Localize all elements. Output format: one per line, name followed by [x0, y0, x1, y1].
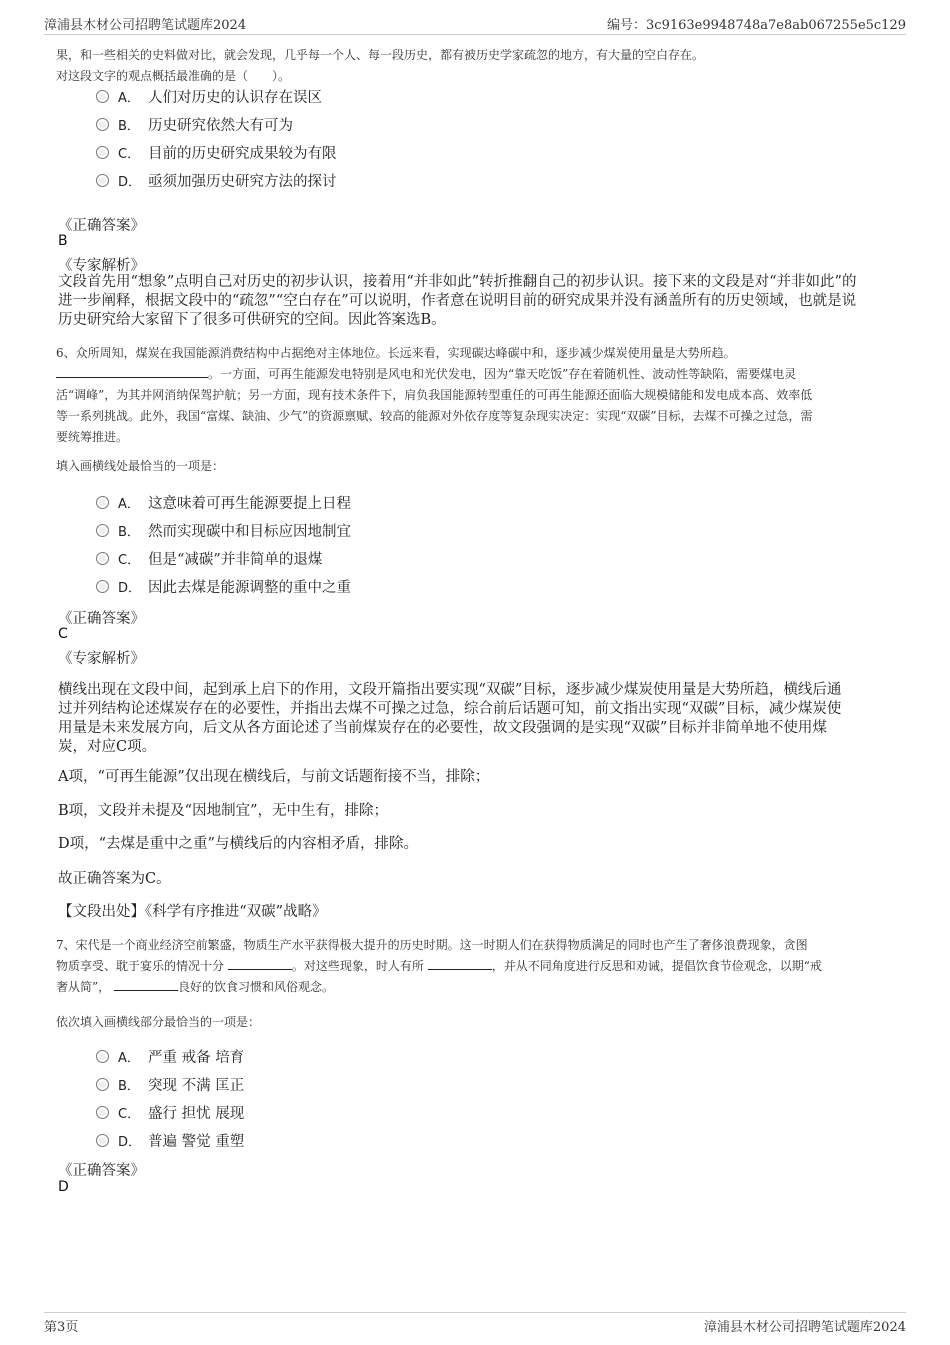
analysis-line: 过并列结构论述煤炭存在的必要性，并指出去煤不可操之过急，综合前后话题可知，前文指出实现“双碳”目标，减少煤炭使 [58, 701, 842, 717]
q7-option-a[interactable]: A． 严重 戒备 培育 [96, 1046, 244, 1068]
q6-option-b[interactable]: B． 然而实现碳中和目标应因地制宜 [96, 520, 351, 542]
analysis-line: 横线出现在文段中间，起到承上启下的作用，文段开篇指出要实现“双碳”目标，逐步减少煤炭使用量是大势所趋，横线后通 [58, 682, 842, 698]
analysis-line: 用量是未来发展方向，后文从各方面论述了当前煤炭存在的必要性，故文段强调的是实现“双碳”目标并非简单地不使用煤 [58, 720, 827, 736]
q7-stem-line: 物质享受、耽于宴乐的情况十分 。对这些现象，时人有所 ，并从不同角度进行反思和劝诫，提倡饮食节俭观念，以期“戒 [56, 959, 822, 973]
page-number: 第3页 [44, 1320, 79, 1335]
q6-stem [56, 343, 906, 448]
radio-icon[interactable] [96, 580, 109, 593]
q6-point-d: D项，“去煤是重中之重”与横线后的内容相矛盾，排除。 [58, 836, 418, 852]
q6-point-b: B项，文段并未提及“因地制宜”，无中生有，排除； [58, 803, 388, 819]
q7-answer: D [58, 1179, 69, 1195]
header-serial: 编号：3c9163e9948748a7e8ab067255e5c129 [607, 18, 906, 33]
q7-stem-line: 7、宋代是一个商业经济空前繁盛，物质生产水平获得极大提升的历史时期。这一时期人们在获得物质满足的同时也产生了奢侈浪费现象，贪图 [56, 938, 808, 952]
fill-blank [428, 957, 492, 970]
q6-stem-line: 等一系列挑战。此外，我国“富煤、缺油、少气”的资源禀赋、较高的能源对外依存度等复杂现实决定：实现“双碳”目标，去煤不可操之过急，需 [56, 409, 813, 423]
q5-stem [56, 45, 704, 87]
q6-answer-label: 《正确答案》 [58, 611, 145, 627]
q6-prompt: 填入画横线处最恰当的一项是： [56, 459, 225, 473]
q5-option-a[interactable]: A． 人们对历史的认识存在误区 [96, 86, 322, 108]
q5-answer-label: 《正确答案》 [58, 218, 145, 234]
q6-stem-line: 。一方面，可再生能源发电特别是风电和光伏发电，因为“靠天吃饭”存在着随机性、波动性等缺陷，需要煤电灵 [56, 364, 906, 385]
radio-icon[interactable] [96, 524, 109, 537]
q5-option-d[interactable]: D． 亟须加强历史研究方法的探讨 [96, 170, 337, 192]
q7-option-b[interactable]: B． 突现 不满 匡正 [96, 1074, 244, 1096]
q5-option-c[interactable]: C． 目前的历史研究成果较为有限 [96, 142, 337, 164]
q7-stem-line: 奢从简”， 良好的饮食习惯和风俗观念。 [56, 980, 334, 994]
radio-icon[interactable] [96, 552, 109, 565]
q6-analysis-label: 《专家解析》 [58, 651, 145, 667]
fill-blank [56, 365, 208, 378]
q5-answer: B [58, 233, 68, 249]
q6-option-c[interactable]: C． 但是“减碳”并非简单的退煤 [96, 548, 322, 570]
page-footer [44, 1312, 906, 1335]
analysis-line: 炭，对应C项。 [58, 739, 157, 755]
q5-stem-line: 对这段文字的观点概括最准确的是（ ）。 [56, 69, 291, 83]
fill-blank [114, 978, 178, 991]
q7-stem [56, 935, 906, 998]
footer-title: 漳浦县木材公司招聘笔试题库2024 [703, 1320, 906, 1335]
radio-icon[interactable] [96, 90, 109, 103]
radio-icon[interactable] [96, 1134, 109, 1147]
q5-analysis [58, 273, 908, 330]
q6-stem-line: 要统筹推进。 [56, 430, 129, 444]
analysis-line: 历史研究给大家留下了很多可供研究的空间。因此答案选B。 [58, 312, 446, 328]
radio-icon[interactable] [96, 118, 109, 131]
q5-option-b[interactable]: B． 历史研究依然大有可为 [96, 114, 293, 136]
q6-option-a[interactable]: A． 这意味着可再生能源要提上日程 [96, 492, 351, 514]
q6-point-a: A项，“可再生能源”仅出现在横线后，与前文话题衔接不当，排除； [58, 769, 490, 785]
q6-source: 【文段出处】《科学有序推进“双碳”战略》 [58, 904, 327, 920]
q6-answer: C [58, 626, 68, 642]
fill-blank [228, 957, 292, 970]
radio-icon[interactable] [96, 146, 109, 159]
radio-icon[interactable] [96, 1050, 109, 1063]
q6-analysis [58, 681, 908, 757]
radio-icon[interactable] [96, 174, 109, 187]
radio-icon[interactable] [96, 496, 109, 509]
radio-icon[interactable] [96, 1106, 109, 1119]
q7-option-d[interactable]: D． 普遍 警觉 重塑 [96, 1130, 244, 1152]
page-header [44, 12, 906, 35]
header-title: 漳浦县木材公司招聘笔试题库2024 [44, 18, 247, 33]
q6-stem-line: 活“调峰”，为其并网消纳保驾护航；另一方面，现有技术条件下，肩负我国能源转型重任的可再生能源还面临大规模储能和发电成本高、效率低 [56, 388, 813, 402]
q5-stem-line: 果，和一些相关的史料做对比，就会发现，几乎每一个人、每一段历史，都有被历史学家疏忽的地方，有大量的空白存在。 [56, 48, 705, 62]
analysis-line: 文段首先用“想象”点明自己对历史的初步认识，接着用“并非如此”转折推翻自己的初步认识。接下来的文段是对“并非如此”的 [58, 274, 857, 290]
q6-option-d[interactable]: D． 因此去煤是能源调整的重中之重 [96, 576, 351, 598]
q6-stem-line: 6、众所周知，煤炭在我国能源消费结构中占据绝对主体地位。长远来看，实现碳达峰碳中和，逐步减少煤炭使用量是大势所趋。 [56, 346, 736, 360]
radio-icon[interactable] [96, 1078, 109, 1091]
q7-option-c[interactable]: C． 盛行 担忧 展现 [96, 1102, 244, 1124]
q7-answer-label: 《正确答案》 [58, 1163, 145, 1179]
q6-conclusion: 故正确答案为C。 [58, 871, 171, 887]
q5-analysis-label: 《专家解析》 [58, 258, 145, 274]
q7-prompt: 依次填入画横线部分最恰当的一项是： [56, 1015, 261, 1029]
analysis-line: 进一步阐释，根据文段中的“疏忽”“空白存在”可以说明，作者意在说明目前的研究成果并没有涵盖所有的历史领域，也就是说 [58, 293, 857, 309]
